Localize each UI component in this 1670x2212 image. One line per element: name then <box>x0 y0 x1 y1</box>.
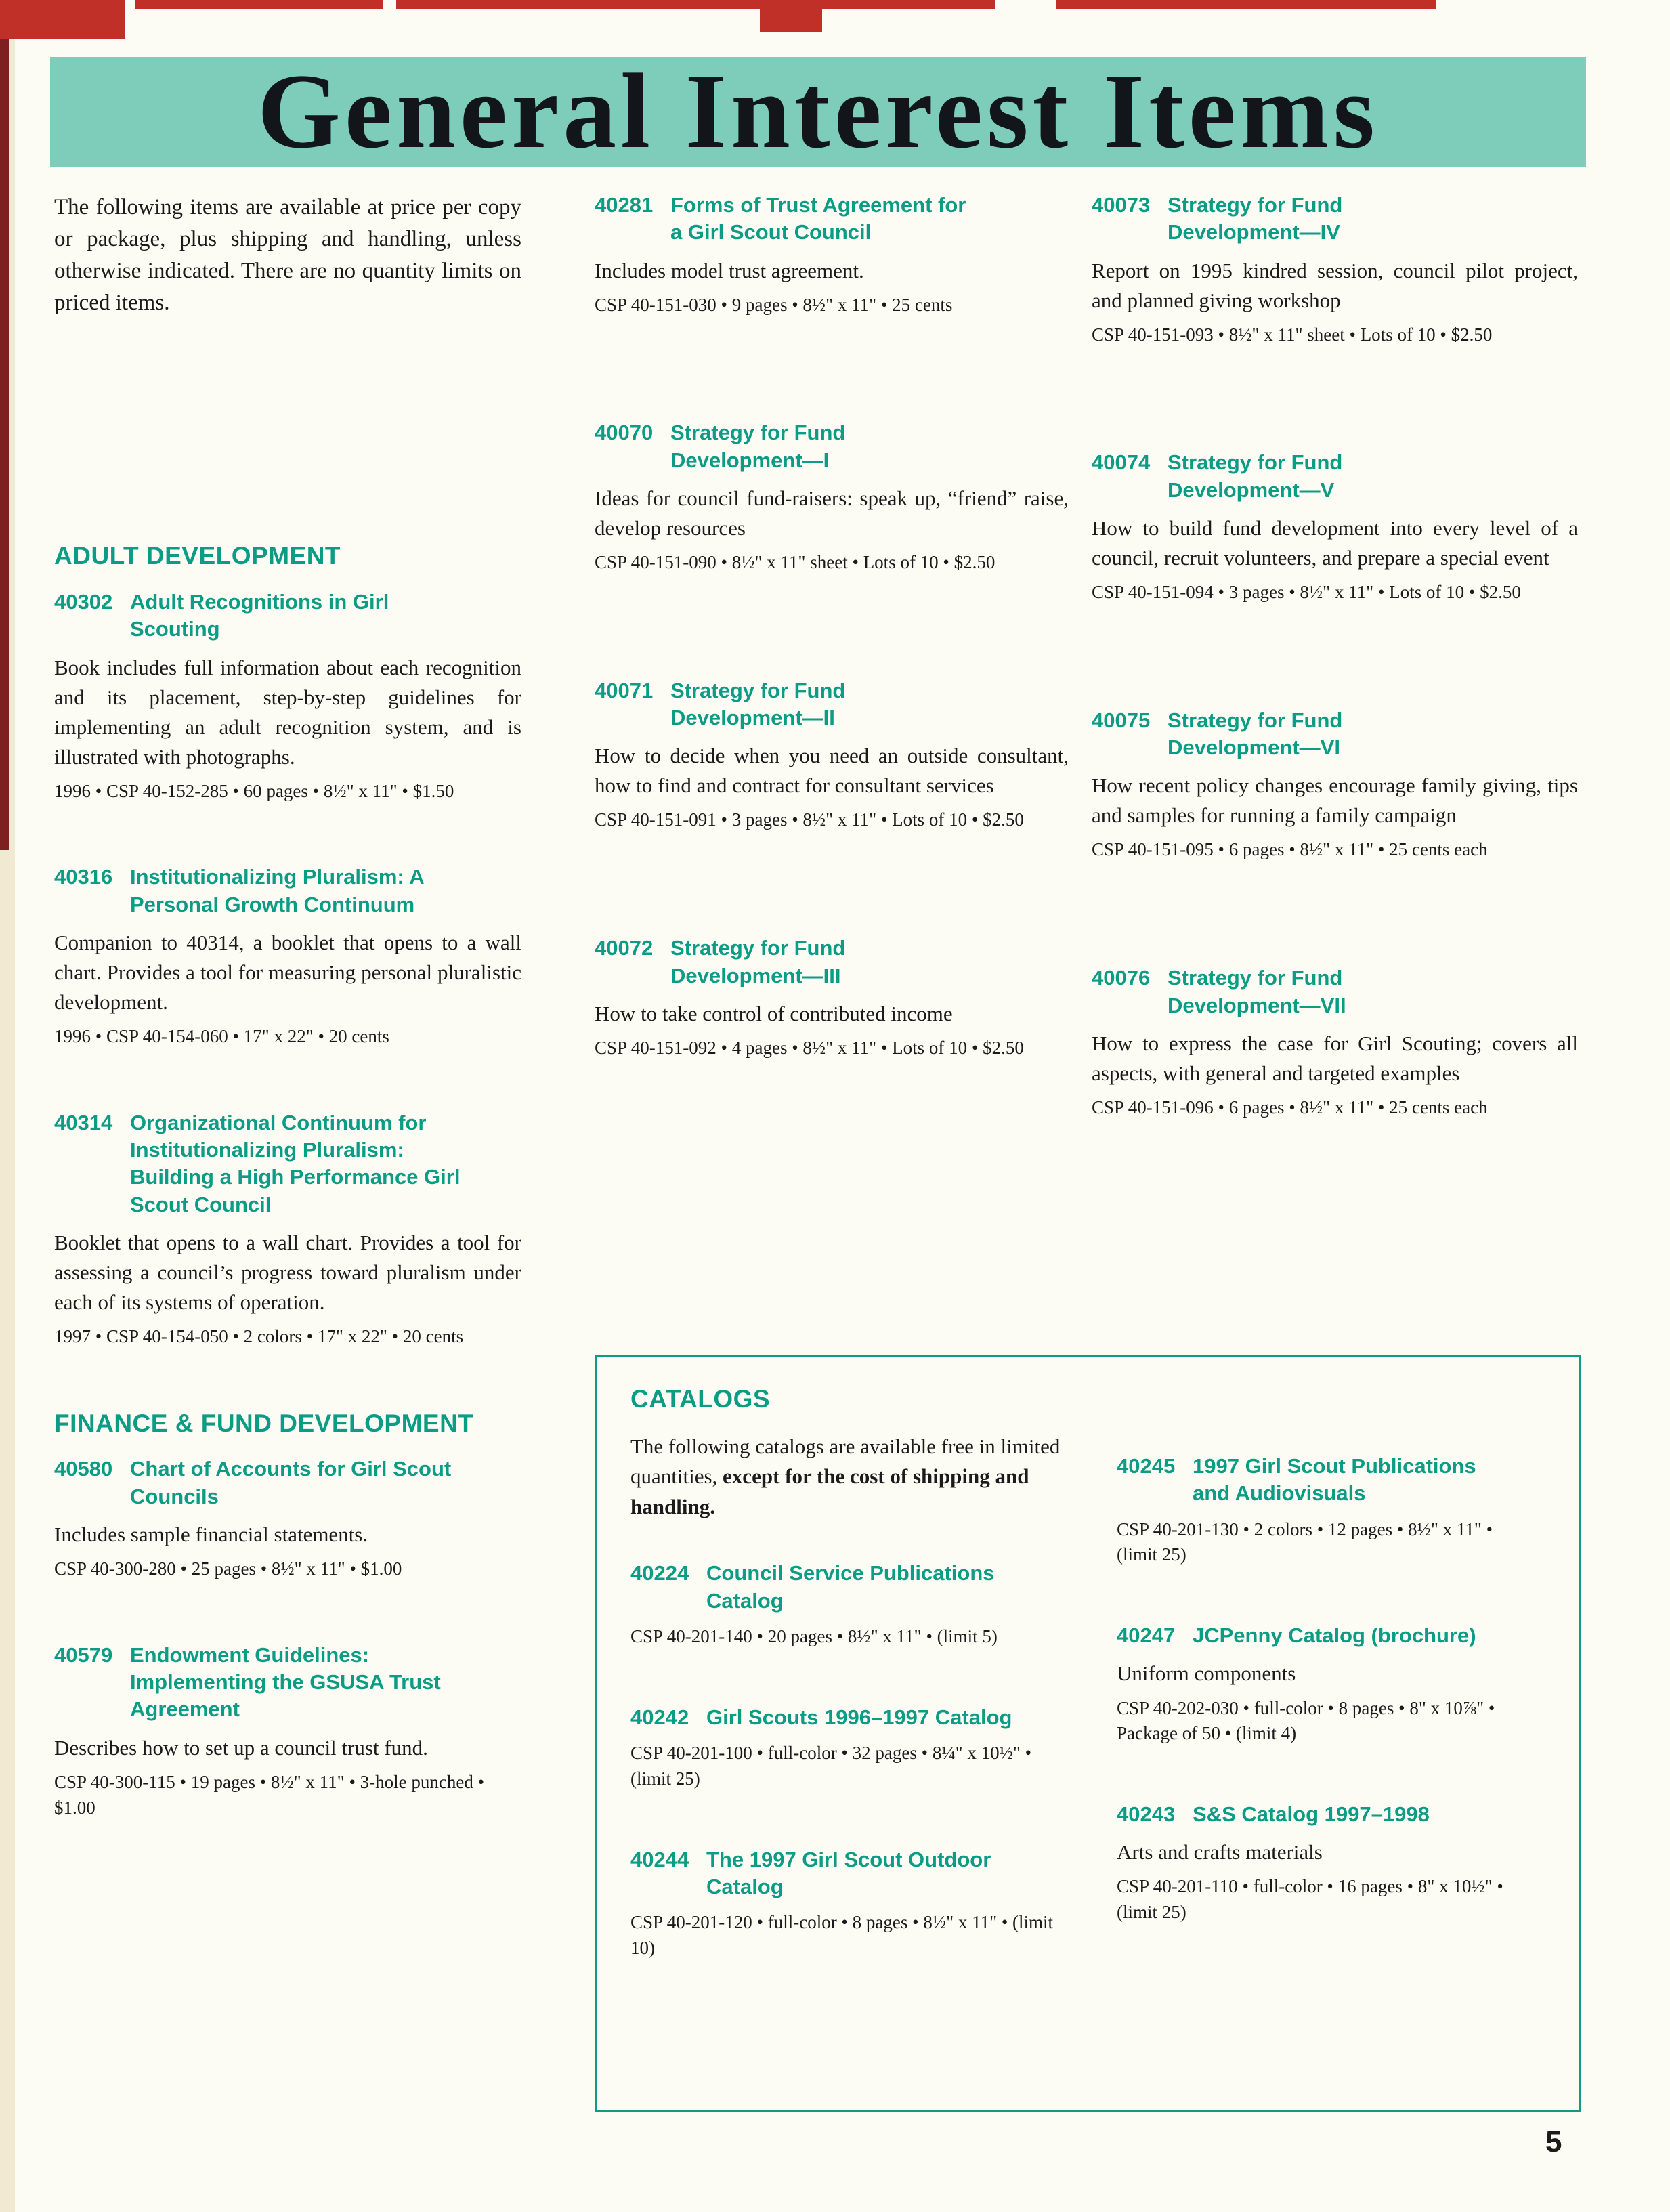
item-title: Strategy for Fund Development—I <box>670 421 846 472</box>
scan-artifact-corner <box>0 0 125 39</box>
scan-artifact-top-band <box>135 0 383 9</box>
catalog-item-40281 <box>595 192 1069 318</box>
item-description: Ideas for council fund-raisers: speak up, “friend” raise, develop resources <box>595 486 1069 540</box>
item-title: Strategy for Fund Development—VII <box>1168 966 1346 1017</box>
item-specs: 1996 • CSP 40-154-060 • 17" x 22" • 20 cents <box>54 1026 389 1047</box>
catalog-item-40071 <box>595 677 1069 833</box>
scan-artifact-top-band <box>396 0 995 9</box>
item-heading <box>1117 1453 1537 1508</box>
catalogs-box-right-column <box>1117 1453 1537 2110</box>
item-title: Council Service Publications Catalog <box>706 1561 995 1613</box>
item-specs: CSP 40-201-110 • full-color • 16 pages • 8" x 10½" • (limit 25) <box>1117 1876 1503 1923</box>
item-heading <box>630 1704 1064 1731</box>
item-number: 40281 <box>595 193 654 217</box>
item-title: Forms of Trust Agreement for a Girl Scout Council <box>670 193 966 244</box>
scan-artifact-top-band <box>1056 0 1436 9</box>
item-title: JCPenny Catalog (brochure) <box>1193 1623 1476 1648</box>
item-description: How to build fund development into every level of a council, recruit volunteers, and prepare a special event <box>1092 516 1578 570</box>
catalogs-intro <box>630 1432 1064 1523</box>
item-description: Report on 1995 kindred session, council pilot project, and planned giving workshop <box>1092 258 1578 312</box>
column-3 <box>1092 192 1578 1222</box>
catalog-item-40073 <box>1092 192 1578 347</box>
item-heading <box>54 1642 521 1724</box>
item-number: 40316 <box>54 865 113 889</box>
catalog-item-40245 <box>1117 1453 1537 1568</box>
item-number: 40074 <box>1092 450 1151 475</box>
item-number: 40245 <box>1117 1454 1176 1478</box>
item-number: 40247 <box>1117 1623 1176 1648</box>
catalog-item-40224 <box>630 1560 1064 1649</box>
item-title: Institutionalizing Pluralism: A Personal Growth Continuum <box>130 865 424 916</box>
catalog-item-40075 <box>1092 707 1578 863</box>
item-number: 40073 <box>1092 193 1151 217</box>
item-heading <box>595 935 1069 990</box>
catalog-item-40243 <box>1117 1801 1537 1926</box>
item-specs: CSP 40-300-115 • 19 pages • 8½" x 11" • 3-hole punched • $1.00 <box>54 1771 485 1818</box>
item-description: Uniform components <box>1117 1661 1296 1686</box>
item-title: Chart of Accounts for Girl Scout Councils <box>130 1457 452 1508</box>
item-specs: CSP 40-151-093 • 8½" x 11" sheet • Lots of 10 • $2.50 <box>1092 324 1493 345</box>
item-number: 40314 <box>54 1110 113 1134</box>
item-description: How recent policy changes encourage family giving, tips and samples for running a family campaign <box>1092 773 1578 828</box>
item-number: 40070 <box>595 421 654 445</box>
page-title: General Interest Items <box>257 52 1379 171</box>
item-description: How to decide when you need an outside consultant, how to find and contract for consultant services <box>595 744 1069 798</box>
item-heading <box>1117 1622 1537 1649</box>
catalog-item-40076 <box>1092 964 1578 1120</box>
item-specs: CSP 40-151-090 • 8½" x 11" sheet • Lots of 10 • $2.50 <box>595 552 995 573</box>
item-number: 40243 <box>1117 1802 1176 1827</box>
catalogs-box <box>595 1355 1581 2112</box>
page-intro: The following items are available at price per copy or package, plus shipping and handling, unless otherwise indicated. There are no quantity limits on priced items. <box>54 195 521 315</box>
item-heading <box>595 192 1069 247</box>
item-title: Adult Recognitions in Girl Scouting <box>130 589 389 641</box>
item-heading <box>630 1846 1064 1901</box>
item-heading <box>54 589 521 643</box>
item-title: Strategy for Fund Development—IV <box>1168 193 1343 244</box>
item-number: 40072 <box>595 936 654 960</box>
item-specs: CSP 40-151-094 • 3 pages • 8½" x 11" • Lots of 10 • $2.50 <box>1092 582 1521 603</box>
item-title: Strategy for Fund Development—III <box>670 936 846 987</box>
item-description: Includes model trust agreement. <box>595 258 864 282</box>
item-specs: 1996 • CSP 40-152-285 • 60 pages • 8½" x 11" • $1.50 <box>54 780 454 801</box>
section-heading-catalogs: CATALOGS <box>630 1385 771 1413</box>
item-specs: CSP 40-202-030 • full-color • 8 pages • 8" x 10⅞" • Package of 50 • (limit 4) <box>1117 1697 1495 1744</box>
item-description: Describes how to set up a council trust fund. <box>54 1735 428 1760</box>
item-description: Book includes full information about each recognition and its placement, step-by-step guidelines for implementing an adult recognition system, and is illustrated with photographs. <box>54 655 521 769</box>
item-specs: 1997 • CSP 40-154-050 • 2 colors • 17" x 22" • 20 cents <box>54 1326 464 1347</box>
item-specs: CSP 40-151-092 • 4 pages • 8½" x 11" • Lots of 10 • $2.50 <box>595 1037 1024 1058</box>
item-title: S&S Catalog 1997–1998 <box>1193 1802 1430 1827</box>
item-description: Booklet that opens to a wall chart. Provides a tool for assessing a council’s progress toward pluralism under each of its systems of operation. <box>54 1231 521 1315</box>
item-number: 40242 <box>630 1705 689 1729</box>
scan-artifact-top-tab <box>760 0 822 32</box>
item-number: 40244 <box>630 1847 689 1871</box>
item-title: Organizational Continuum for Institutionalizing Pluralism: Building a High Performance Girl Scout Council <box>130 1110 461 1216</box>
item-specs: CSP 40-201-130 • 2 colors • 12 pages • 8½" x 11" • (limit 25) <box>1117 1518 1493 1565</box>
catalog-item-40579 <box>54 1642 521 1821</box>
column-2 <box>595 192 1069 1163</box>
item-description: How to express the case for Girl Scouting; covers all aspects, with general and targeted examples <box>1092 1031 1578 1085</box>
item-description: How to take control of contributed income <box>595 1001 953 1025</box>
item-title: Girl Scouts 1996–1997 Catalog <box>706 1705 1012 1729</box>
catalogs-intro-bold: except for the cost of shipping and handling. <box>630 1464 1029 1519</box>
item-number: 40579 <box>54 1642 113 1667</box>
item-heading <box>54 1109 521 1218</box>
page-number: 5 <box>1545 2125 1562 2158</box>
catalog-item-40316 <box>54 864 521 1049</box>
item-title: 1997 Girl Scout Publications and Audiovisuals <box>1193 1454 1476 1506</box>
item-specs: CSP 40-151-091 • 3 pages • 8½" x 11" • Lots of 10 • $2.50 <box>595 809 1024 830</box>
item-heading <box>595 677 1069 732</box>
catalog-item-40074 <box>1092 449 1578 605</box>
section-heading-finance: FINANCE & FUND DEVELOPMENT <box>54 1409 474 1437</box>
item-specs: CSP 40-151-095 • 6 pages • 8½" x 11" • 25 cents each <box>1092 839 1488 860</box>
catalog-item-40242 <box>630 1704 1064 1792</box>
item-title: Strategy for Fund Development—VI <box>1168 708 1343 760</box>
item-number: 40075 <box>1092 708 1151 732</box>
item-heading <box>1092 964 1578 1019</box>
scan-artifact-left-stripe <box>0 39 9 850</box>
item-heading <box>1092 192 1578 247</box>
item-number: 40071 <box>595 678 654 702</box>
item-number: 40302 <box>54 589 113 614</box>
catalog-item-40244 <box>630 1846 1064 1961</box>
item-number: 40224 <box>630 1561 689 1586</box>
catalog-item-40072 <box>595 935 1069 1061</box>
catalog-item-40247 <box>1117 1622 1537 1747</box>
section-heading-adult-development: ADULT DEVELOPMENT <box>54 542 341 570</box>
item-heading <box>54 1455 521 1510</box>
item-description: Arts and crafts materials <box>1117 1840 1323 1865</box>
item-heading <box>1092 707 1578 762</box>
item-description: Includes sample financial statements. <box>54 1523 368 1547</box>
item-title: Endowment Guidelines: Implementing the GSUSA Trust Agreement <box>130 1642 441 1722</box>
item-specs: CSP 40-151-096 • 6 pages • 8½" x 11" • 25 cents each <box>1092 1097 1488 1118</box>
catalog-item-40070 <box>595 419 1069 575</box>
catalogs-box-left-column <box>630 1385 1064 2110</box>
item-heading <box>1117 1801 1537 1828</box>
item-heading <box>595 419 1069 474</box>
item-title: Strategy for Fund Development—V <box>1168 450 1343 502</box>
item-number: 40076 <box>1092 966 1151 990</box>
item-specs: CSP 40-151-030 • 9 pages • 8½" x 11" • 25 cents <box>595 294 953 315</box>
catalogs-intro-normal: The following catalogs are available free in limited quantities, <box>630 1434 1061 1489</box>
item-number: 40580 <box>54 1457 113 1481</box>
catalog-item-40302 <box>54 589 521 804</box>
catalog-item-40314 <box>54 1109 521 1350</box>
item-specs: CSP 40-201-100 • full-color • 32 pages • 8¼" x 10½" • (limit 25) <box>630 1743 1032 1789</box>
item-specs: CSP 40-201-120 • full-color • 8 pages • 8½" x 11" • (limit 10) <box>630 1912 1054 1959</box>
column-1 <box>54 192 521 1880</box>
item-description: Companion to 40314, a booklet that opens to a wall chart. Provides a tool for measuring personal pluralistic development. <box>54 931 521 1015</box>
item-specs: CSP 40-201-140 • 20 pages • 8½" x 11" • (limit 5) <box>630 1625 998 1646</box>
item-heading <box>1092 449 1578 504</box>
item-title: Strategy for Fund Development—II <box>670 678 846 730</box>
catalog-item-40580 <box>54 1455 521 1581</box>
item-title: The 1997 Girl Scout Outdoor Catalog <box>706 1847 991 1898</box>
item-heading <box>630 1560 1064 1615</box>
item-heading <box>54 864 521 918</box>
item-specs: CSP 40-300-280 • 25 pages • 8½" x 11" • $1.00 <box>54 1558 402 1579</box>
title-banner <box>50 52 1586 171</box>
